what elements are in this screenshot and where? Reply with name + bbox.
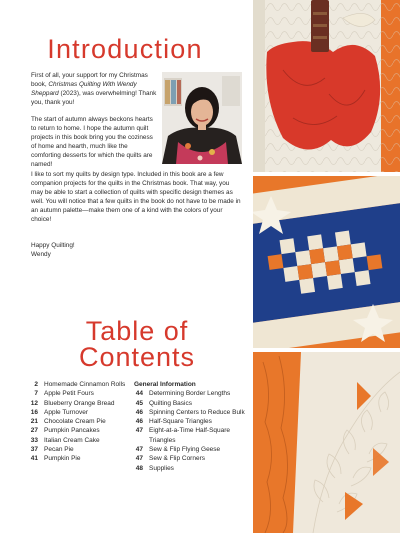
toc-page-number: 33 (30, 436, 38, 444)
toc-entry-title: Supplies (149, 464, 174, 472)
intro-signature: Wendy (31, 250, 51, 258)
toc-projects-list (28, 380, 136, 464)
toc-entry-title: Italian Cream Cake (44, 436, 100, 444)
intro-book-title: Christmas Quilting With Wendy Sheppard (31, 80, 137, 97)
geometric-quilt-photo (253, 176, 400, 348)
toc-general-list (134, 380, 250, 473)
toc-page-number: 37 (30, 446, 38, 454)
toc-page-number: 47 (135, 446, 143, 454)
toc-entry[interactable] (28, 445, 136, 454)
intro-paragraph-1 (31, 72, 159, 108)
toc-entry-title: Pumpkin Pancakes (44, 427, 100, 435)
toc-page-number: 27 (30, 427, 38, 435)
toc-entry[interactable] (134, 399, 250, 408)
intro-paragraph-2: The start of autumn always beckons hearts to return to home. I hope the autumn quilt projects in this book bring you the coziness of home and hearth, much like the comforting desserts for which the quilts are named! (31, 116, 153, 168)
toc-page-number: 48 (135, 464, 143, 472)
intro-closing (31, 242, 231, 260)
toc-entry[interactable] (28, 399, 136, 408)
intro-greeting: Happy Quilting! (31, 242, 75, 249)
toc-page-number: 41 (30, 455, 38, 463)
toc-entry[interactable] (28, 380, 136, 389)
toc-page-number: 47 (135, 427, 143, 435)
toc-entry-title: Apple Petit Fours (44, 390, 94, 398)
toc-entry-title: Blueberry Orange Bread (44, 399, 115, 407)
toc-entry-title: Half-Square Triangles (149, 418, 212, 426)
toc-page-number: 12 (30, 399, 38, 407)
toc-page-number: 46 (135, 418, 143, 426)
introduction-heading: Introduction (47, 34, 203, 64)
toc-entry[interactable] (134, 464, 250, 473)
toc-entry[interactable] (28, 408, 136, 417)
toc-page-number: 16 (30, 408, 38, 416)
toc-entry[interactable] (134, 389, 250, 398)
toc-entry[interactable] (134, 445, 250, 454)
toc-entry[interactable] (28, 426, 136, 435)
toc-entry-title: Apple Turnover (44, 408, 89, 416)
toc-entry[interactable] (134, 417, 250, 426)
toc-entry-title: Quilting Basics (149, 399, 192, 407)
toc-entry[interactable] (134, 454, 250, 463)
toc-entry-title: Sew & Flip Corners (149, 455, 205, 463)
toc-heading-line-2: Contents (78, 342, 196, 372)
intro-paragraph-3: I like to sort my quilts by design type. Included in this book are a few companion projects for the quilts in the Christmas book. That way, you may be able to start a collection of quilts with specific design themes as well. You will notice that a few quilts in the book do not have to be made in an autumn palette—make them one of a kind with the colors of your choice! (31, 171, 241, 223)
toc-entry[interactable] (28, 454, 136, 463)
toc-entry[interactable] (28, 417, 136, 426)
toc-entry-title: Sew & Flip Flying Geese (149, 446, 221, 454)
toc-general-heading: General Information (134, 381, 196, 388)
toc-entry[interactable] (134, 426, 250, 445)
toc-entry[interactable] (134, 408, 250, 417)
toc-entry-title: Pumpkin Pie (44, 455, 81, 463)
toc-page-number: 2 (34, 381, 38, 388)
toc-page-number: 21 (30, 418, 38, 426)
toc-page-number: 45 (135, 399, 143, 407)
toc-entry-title: Spinning Centers to Reduce Bulk (149, 408, 245, 416)
toc-page-number: 46 (135, 408, 143, 416)
toc-page-number: 47 (135, 455, 143, 463)
toc-entry-title: Chocolate Cream Pie (44, 418, 106, 426)
toc-entry-title: Determining Border Lengths (149, 390, 231, 398)
toc-entry-title: Homemade Cinnamon Rolls (44, 381, 126, 388)
intro-p1-text-b: (2023), was overwhelming! Thank you, thank you! (31, 89, 157, 106)
apple-quilt-photo (253, 0, 400, 172)
intro-p1-text-a: First of all, your support for my Christmas book, (31, 72, 148, 88)
author-photo (162, 72, 242, 164)
toc-entry[interactable] (28, 436, 136, 445)
feather-quilt-photo (253, 352, 400, 533)
toc-heading (42, 318, 232, 370)
toc-entry-title: Eight-at-a-Time Half-Square Triangles (149, 427, 231, 444)
toc-entry-title: Pecan Pie (44, 446, 74, 454)
toc-heading-line-1: Table of (85, 316, 189, 346)
toc-page-number: 7 (34, 390, 38, 398)
toc-entry[interactable] (28, 389, 136, 398)
toc-page-number: 44 (135, 390, 143, 398)
